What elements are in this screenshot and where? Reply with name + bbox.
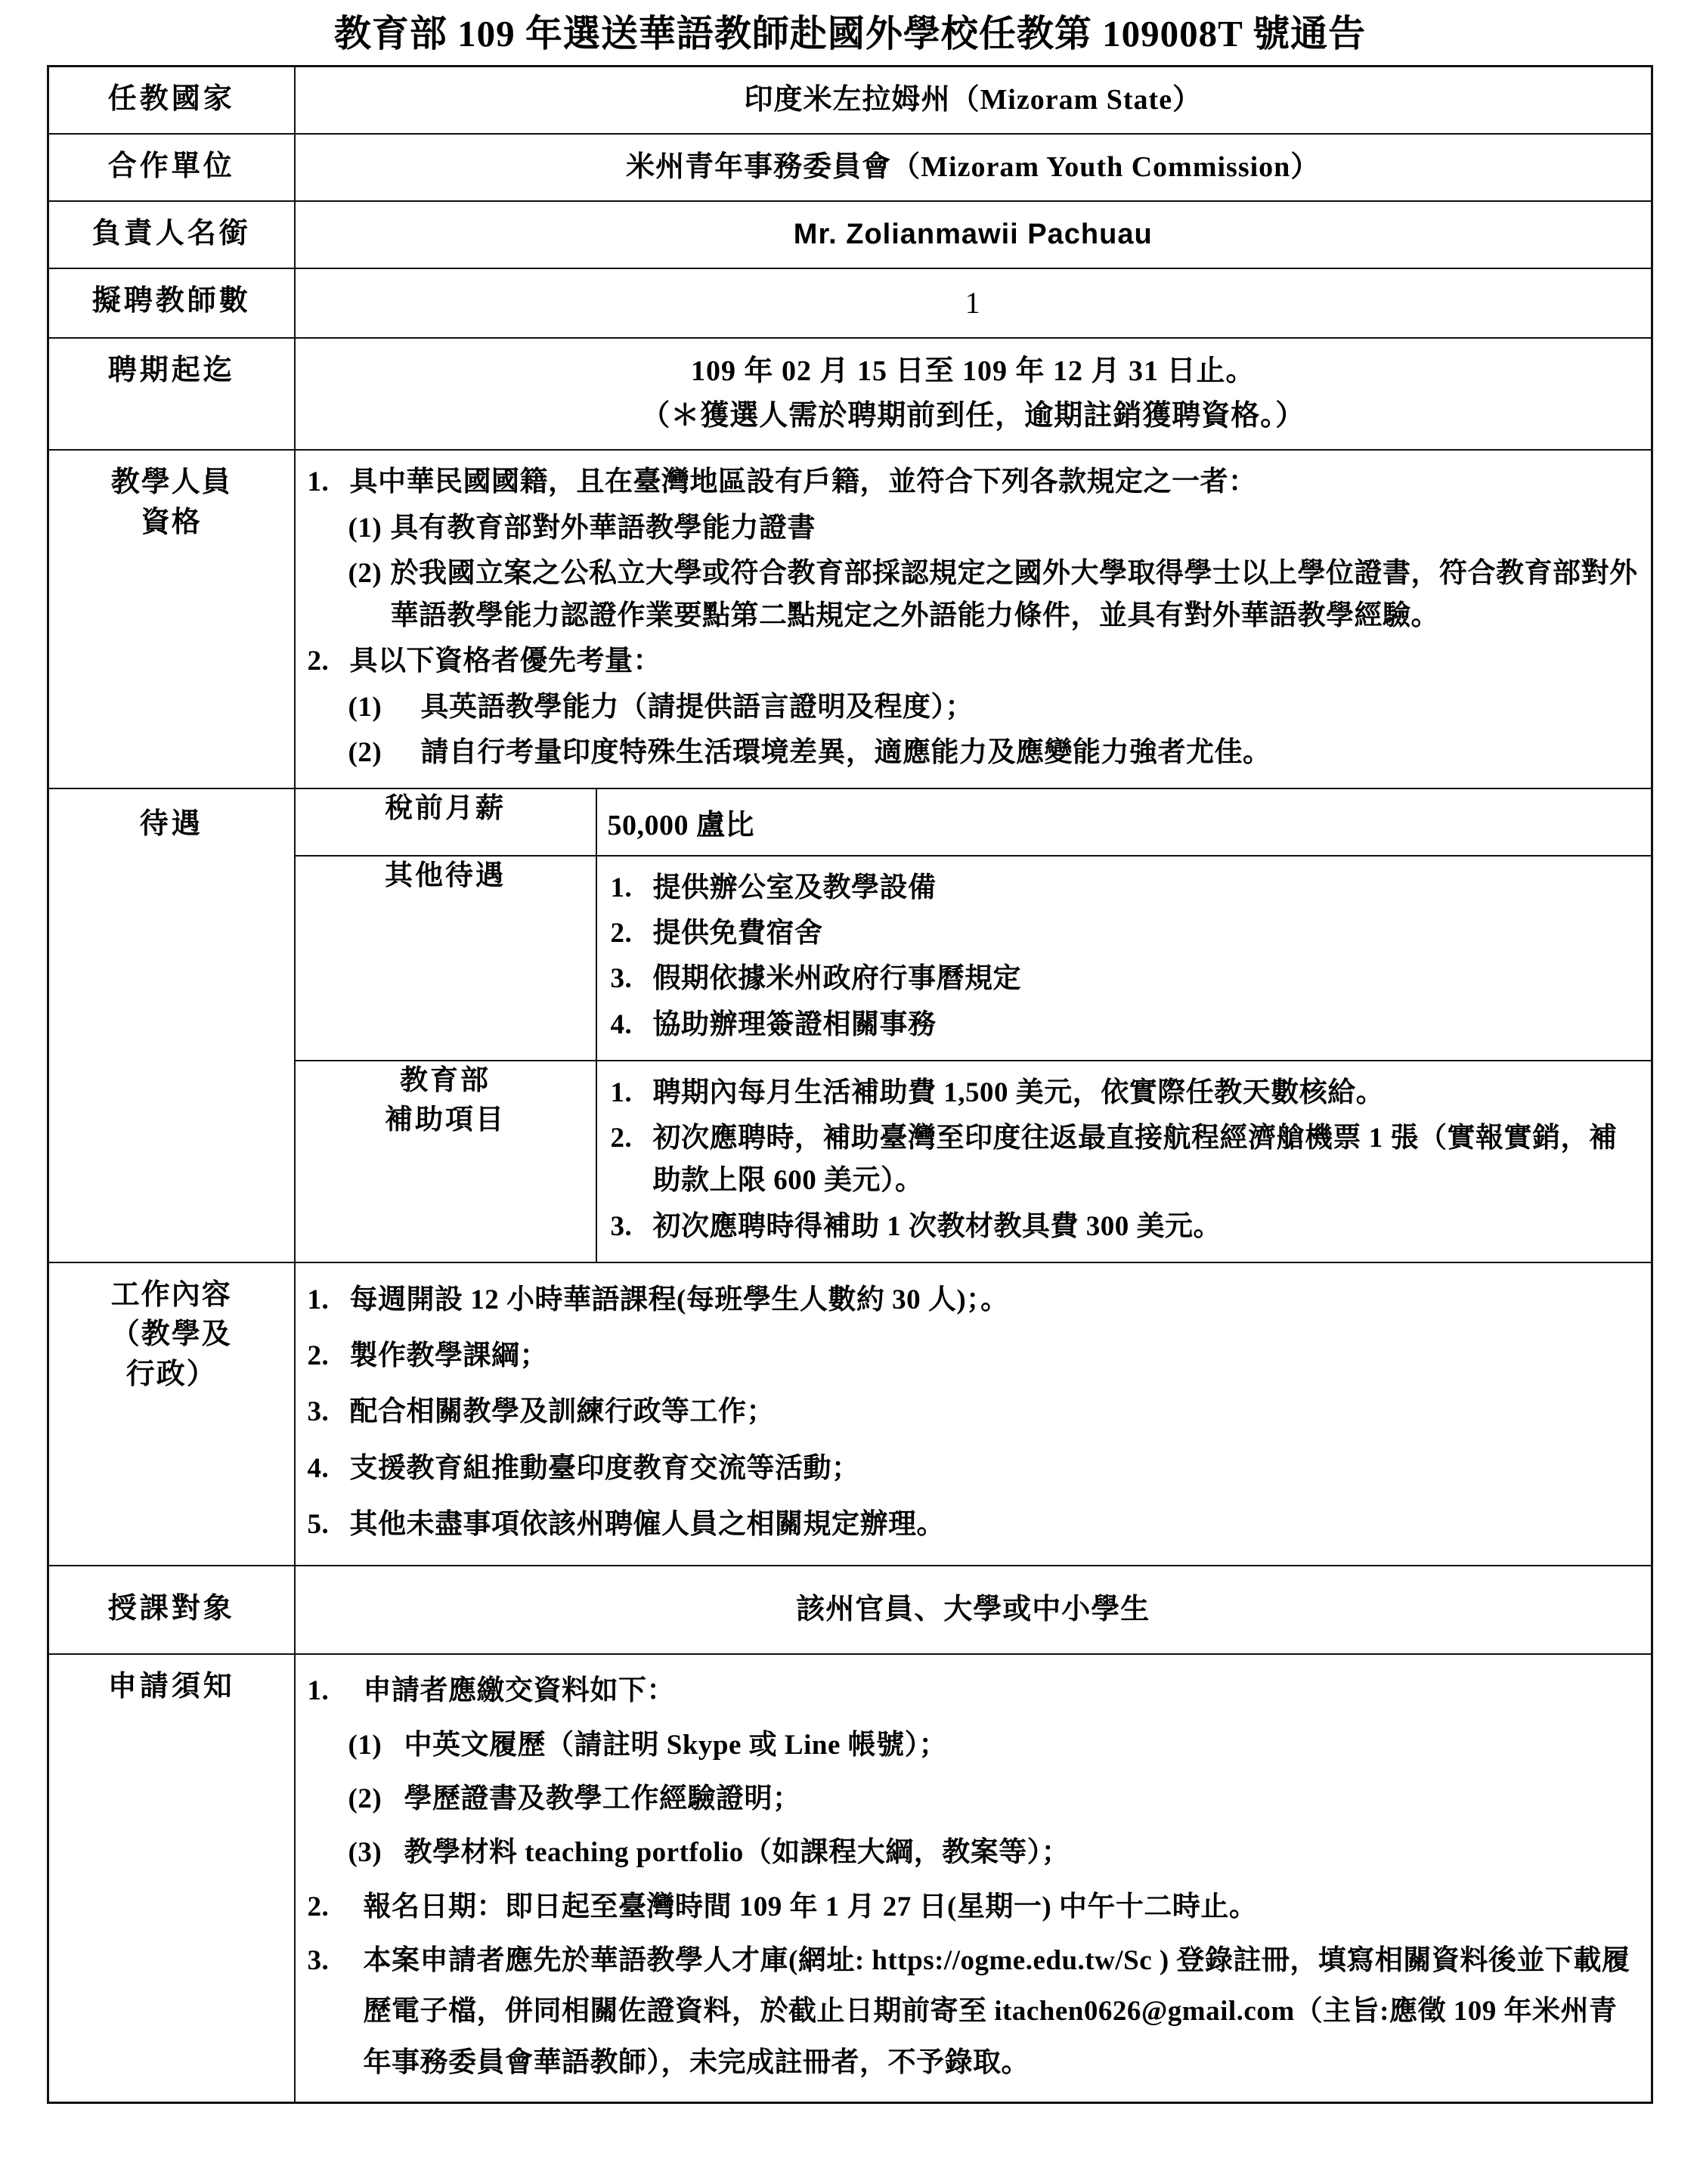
list-item	[308, 1827, 1641, 1878]
list-text: 初次應聘時，補助臺灣至印度往返最直接航程經濟艙機票 1 張（實報實銷，補助款上限 600 美元）。	[652, 1123, 1618, 1197]
list-marker: 1.	[610, 1077, 633, 1108]
row-value-headcount: 1	[965, 286, 981, 321]
list-text: 支援教育組推動臺印度教育交流等活動；	[349, 1452, 860, 1484]
list-marker: 4.	[307, 1452, 330, 1484]
table-row-application	[48, 1654, 1652, 2102]
list-marker: 1.	[307, 1675, 330, 1707]
row-label-duties-line2: （教學及	[110, 1318, 232, 1351]
table-row-salary	[296, 789, 1652, 856]
salary-value: 50,000 盧比	[607, 810, 755, 841]
list-marker: 1.	[307, 466, 330, 498]
list-text: 於我國立案之公私立大學或符合教育部採認規定之國外大學取得學士以上學位證書，符合教育部對外華語教學能力認證作業要點第二點規定之外語能力條件，並具有對外華語教學經驗。	[390, 557, 1638, 632]
list-text: 假期依據米州政府行事曆規定	[652, 963, 1021, 995]
row-value-country: 印度米左拉姆州（Mizoram State）	[744, 83, 1203, 116]
list-item	[308, 461, 1641, 503]
list-marker: 3.	[307, 1945, 330, 1977]
table-row-students	[48, 1566, 1652, 1654]
row-label-qualifications-line1: 教學人員	[110, 466, 232, 499]
list-marker: 3.	[610, 963, 633, 995]
list-marker: (1)	[348, 1729, 382, 1761]
list-item	[308, 1274, 1641, 1327]
list-item	[308, 1498, 1641, 1551]
list-text: 製作教學課綱；	[349, 1340, 548, 1372]
list-marker: 2.	[610, 918, 633, 949]
row-label-duties-line3: 行政）	[125, 1358, 217, 1390]
list-text: 報名日期：即日起至臺灣時間 109 年 1 月 27 日(星期一) 中午十二時止。	[363, 1891, 1258, 1922]
row-label-headcount: 擬聘教師數	[91, 285, 251, 318]
list-marker: (2)	[348, 557, 382, 589]
term-dates: 109 年 02 月 15 日至 109 年 12 月 31 日止。	[690, 355, 1256, 388]
table-row-partner	[48, 134, 1652, 201]
list-item	[308, 686, 1641, 729]
row-label-partner: 合作單位	[107, 150, 235, 182]
list-marker: (3)	[348, 1837, 382, 1869]
list-text: 學歷證書及教學工作經驗證明；	[404, 1783, 801, 1815]
list-text: 請自行考量印度特殊生活環境差異，適應能力及應變能力強者尤佳。	[420, 736, 1271, 768]
list-marker: (1)	[348, 691, 382, 723]
row-label-term: 聘期起迄	[107, 355, 235, 387]
list-marker: 1.	[307, 1284, 330, 1315]
list-text: 具以下資格者優先考量：	[349, 646, 661, 677]
list-item	[308, 1720, 1641, 1770]
row-label-duties	[49, 1263, 294, 1406]
list-item	[308, 1330, 1641, 1383]
sub-label-moe-subsidy-line2: 補助項目	[385, 1104, 506, 1135]
list-item	[308, 507, 1641, 550]
row-label-students: 授課對象	[107, 1593, 235, 1625]
table-row-qualifications	[48, 450, 1652, 788]
table-row-moe-subsidy	[296, 1061, 1652, 1262]
application-list	[296, 1655, 1652, 2102]
list-item	[308, 640, 1641, 683]
duties-list	[296, 1263, 1652, 1565]
list-marker: 3.	[307, 1396, 330, 1428]
row-label-qualifications	[49, 451, 294, 554]
row-label-duties-line1: 工作內容	[110, 1278, 232, 1311]
list-text: 協助辦理簽證相關事務	[652, 1008, 937, 1040]
list-item	[611, 1117, 1641, 1202]
row-label-compensation: 待遇	[139, 808, 203, 840]
list-marker: 2.	[307, 646, 330, 677]
sub-label-moe-subsidy	[296, 1061, 596, 1262]
row-value-contact: Mr. Zolianmawii Pachuau	[793, 218, 1153, 251]
table-row-headcount	[48, 268, 1652, 338]
list-marker: (1)	[348, 512, 382, 544]
row-label-contact: 負責人名銜	[91, 218, 251, 250]
list-item	[611, 1206, 1641, 1248]
list-item	[308, 1935, 1641, 2088]
list-item	[308, 1774, 1641, 1824]
sub-label-salary: 稅前月薪	[296, 789, 596, 856]
table-row-compensation	[48, 788, 1652, 1262]
table-row-other-benefits	[296, 856, 1652, 1061]
qualifications-list	[296, 451, 1652, 788]
list-marker: 2.	[307, 1891, 330, 1922]
table-row-duties	[48, 1262, 1652, 1566]
table-row-term	[48, 338, 1652, 450]
row-value-partner: 米州青年事務委員會（Mizoram Youth Commission）	[626, 150, 1321, 183]
sub-label-other-benefits: 其他待遇	[296, 856, 596, 1061]
list-marker: 1.	[610, 872, 633, 903]
list-text: 具中華民國國籍，且在臺灣地區設有戶籍，並符合下列各款規定之一者：	[349, 466, 1257, 498]
row-value-students: 該州官員、大學或中小學生	[796, 1594, 1150, 1626]
list-text: 本案申請者應先於華語教學人才庫(網址: https://ogme.edu.tw/Sc ) 登錄註冊，填寫相關資料後並下載履歷電子檔，併同相關佐證資料，於截止日期前寄至 itachen0626@gmail.com（主旨:應徵 109 年米州青年事務委員會華語教師），未完成註冊者，不予錄取。	[363, 1945, 1630, 2078]
page-title: 教育部 109 年選送華語教師赴國外學校任教第 109008T 號通告	[333, 13, 1367, 54]
list-marker: (2)	[348, 1783, 382, 1815]
other-benefits-list	[597, 857, 1652, 1060]
row-label-country: 任教國家	[107, 82, 235, 115]
list-marker: 4.	[610, 1008, 633, 1040]
list-item	[611, 912, 1641, 955]
list-text: 其他未盡事項依該州聘僱人員之相關規定辦理。	[349, 1509, 945, 1541]
list-text: 提供免費宿舍	[652, 918, 823, 949]
list-marker: 5.	[307, 1509, 330, 1541]
term-note: （＊獲選人需於聘期前到任，逾期註銷獲聘資格。）	[641, 400, 1305, 432]
list-text: 配合相關教學及訓練行政等工作；	[349, 1396, 775, 1428]
list-marker: (2)	[348, 736, 382, 768]
sub-label-moe-subsidy-line1: 教育部	[400, 1064, 491, 1096]
list-marker: 2.	[307, 1340, 330, 1372]
list-text: 具英語教學能力（請提供語言證明及程度）；	[420, 691, 974, 723]
compensation-subtable	[296, 789, 1652, 1262]
list-item	[611, 958, 1641, 1000]
list-text: 每週開設 12 小時華語課程(每班學生人數約 30 人)；。	[349, 1284, 1009, 1315]
list-item	[308, 553, 1641, 637]
list-text: 申請者應繳交資料如下：	[363, 1675, 675, 1707]
list-item	[611, 1004, 1641, 1046]
row-label-application: 申請須知	[107, 1671, 235, 1703]
list-marker: 3.	[610, 1210, 633, 1242]
announcement-table	[47, 65, 1653, 2104]
list-item	[308, 1665, 1641, 1716]
list-text: 教學材料 teaching portfolio（如課程大綱，教案等）；	[404, 1837, 1070, 1869]
list-text: 提供辦公室及教學設備	[652, 872, 937, 903]
list-text: 初次應聘時得補助 1 次教材教具費 300 美元。	[652, 1210, 1222, 1242]
table-row-country	[48, 66, 1652, 134]
list-item	[308, 1882, 1641, 1932]
list-text: 具有教育部對外華語教學能力證書	[390, 512, 816, 544]
list-item	[611, 867, 1641, 909]
list-item	[308, 732, 1641, 774]
moe-subsidy-list	[597, 1061, 1652, 1262]
list-item	[611, 1072, 1641, 1114]
table-row-contact	[48, 201, 1652, 268]
list-marker: 2.	[610, 1123, 633, 1154]
row-label-qualifications-line2: 資格	[141, 506, 202, 538]
list-text: 聘期內每月生活補助費 1,500 美元，依實際任教天數核給。	[652, 1077, 1385, 1108]
list-item	[308, 1442, 1641, 1495]
list-item	[308, 1386, 1641, 1439]
list-text: 中英文履歷（請註明 Skype 或 Line 帳號）；	[404, 1729, 948, 1761]
